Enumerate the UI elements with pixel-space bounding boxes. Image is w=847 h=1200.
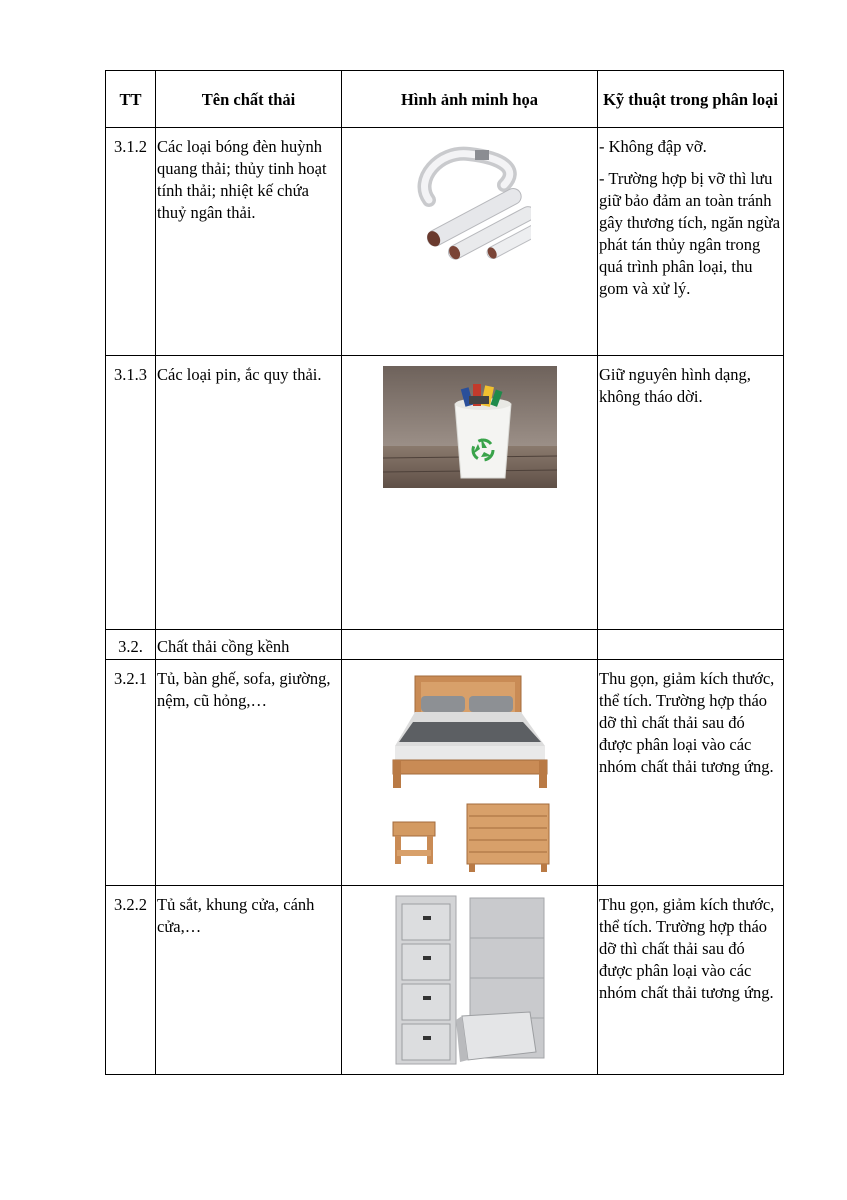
row-name: Các loại pin, ắc quy thải.	[156, 356, 342, 630]
row-technique	[598, 886, 784, 1075]
header-image: Hình ảnh minh họa	[342, 71, 598, 128]
header-row	[106, 71, 784, 128]
row-name: Chất thải cồng kềnh	[156, 630, 342, 660]
header-tt: TT	[106, 71, 156, 128]
row-technique	[598, 128, 784, 356]
table-row	[106, 356, 784, 630]
battery-recycle-bin-image	[383, 366, 557, 488]
row-name: Tủ, bàn ghế, sofa, giường, nệm, cũ hỏng,…	[156, 660, 342, 886]
technique-line: - Trường hợp bị vỡ thì lưu giữ bảo đảm an toàn tránh gây thương tích, ngăn ngừa phát tán thủy ngân trong quá trình phân loại, thu gom và xử lý.	[599, 169, 781, 298]
technique-line: Thu gọn, giảm kích thước, thể tích. Trường hợp tháo dỡ thì chất thải sau đó được phân loại vào các nhóm chất thải tương ứng.	[599, 669, 775, 776]
row-tt: 3.2.	[106, 630, 156, 660]
table-row	[106, 886, 784, 1075]
row-name: Tủ sắt, khung cửa, cánh cửa,…	[156, 886, 342, 1075]
table-row	[106, 660, 784, 886]
waste-classification-table	[105, 70, 784, 1075]
technique-line: Giữ nguyên hình dạng, không tháo dời.	[599, 365, 751, 406]
row-tt: 3.2.1	[106, 660, 156, 886]
row-technique	[598, 356, 784, 630]
row-tt: 3.2.2	[106, 886, 156, 1075]
technique-line: Thu gọn, giảm kích thước, thể tích. Trường hợp tháo dỡ thì chất thải sau đó được phân loại vào các nhóm chất thải tương ứng.	[599, 895, 775, 1002]
table-row	[106, 128, 784, 356]
row-technique	[598, 660, 784, 886]
table-row	[106, 630, 784, 660]
header-name: Tên chất thải	[156, 71, 342, 128]
fluorescent-tubes-image	[409, 140, 531, 262]
row-tt: 3.1.2	[106, 128, 156, 356]
row-tt: 3.1.3	[106, 356, 156, 630]
header-technique: Kỹ thuật trong phân loại	[598, 71, 784, 128]
bed-furniture-image	[385, 674, 555, 874]
metal-cabinet-image	[390, 894, 550, 1068]
technique-line: - Không đập vỡ.	[599, 137, 707, 156]
row-name: Các loại bóng đèn huỳnh quang thải; thủy tinh hoạt tính thải; nhiệt kế chứa thuỷ ngân thải.	[156, 128, 342, 356]
